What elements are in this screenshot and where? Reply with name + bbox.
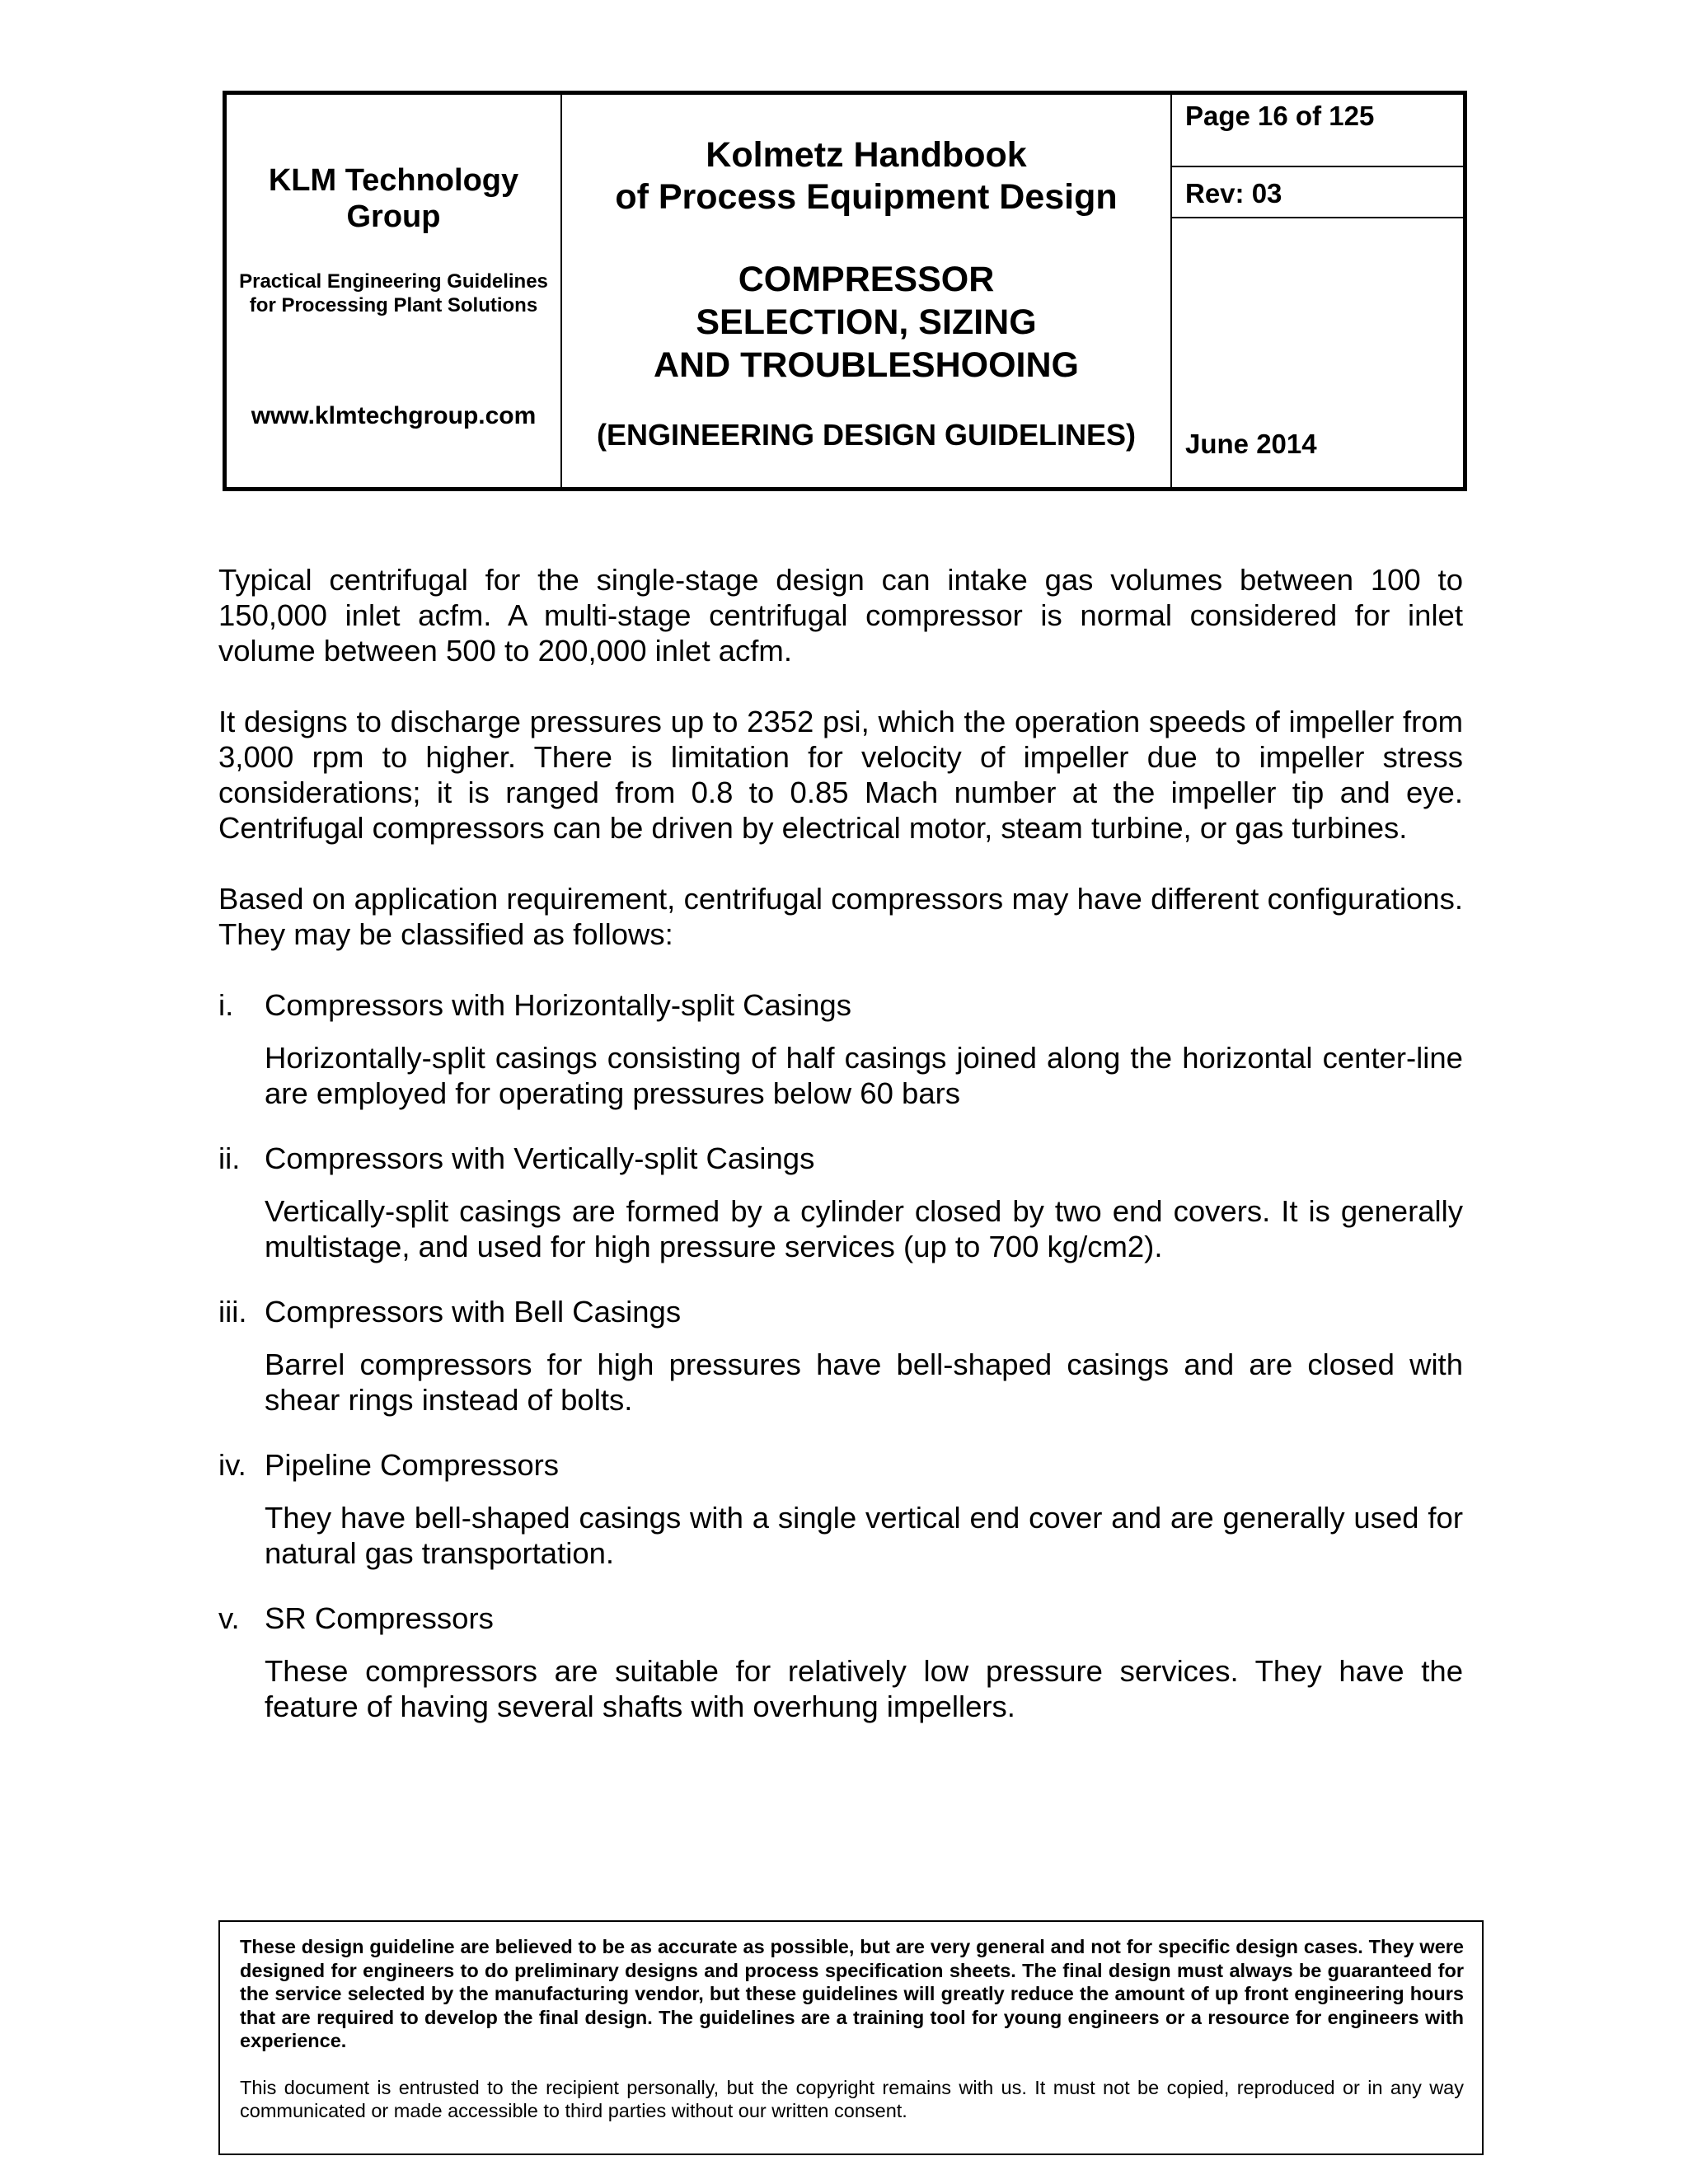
list-item-heading: Compressors with Bell Casings — [265, 1295, 682, 1329]
list-item-heading: Compressors with Vertically-split Casings — [265, 1141, 815, 1175]
list-item — [218, 987, 1463, 1111]
disclaimer-text: These design guideline are believed to be as accurate as possible, but are very general and not for specific design cases. They were designed for engineers to do preliminary designs and process specification sheets. The final design must always be guaranteed for the service selected by the manufacturing vendor, but these guidelines will greatly reduce the amount of up front engineering hours that are required to develop the final design. The guidelines are a training tool for young engineers or a resource for engineers with experience. — [240, 1936, 1464, 2051]
company-website: www.klmtechgroup.com — [251, 402, 537, 429]
list-item-heading: SR Compressors — [265, 1601, 494, 1635]
company-name: KLM Technology Group — [268, 163, 519, 234]
list-item — [218, 1601, 1463, 1724]
document-body — [218, 562, 1463, 1754]
header-title-cell — [562, 95, 1172, 487]
copyright-notice: This document is entrusted to the recipient personally, but the copyright remains with us. It must not be copied, reproduced or in any way communicated or made accessible to third parties without our written consent. — [240, 2076, 1464, 2121]
document-title-line3: AND TROUBLESHOOING — [654, 345, 1079, 385]
list-item — [218, 1141, 1463, 1264]
list-item-number: iv. — [218, 1448, 246, 1482]
list-item — [218, 1447, 1463, 1571]
document-title-line1: COMPRESSOR — [738, 260, 995, 299]
list-item-heading: Compressors with Horizontally-split Casings — [265, 988, 851, 1022]
list-item-description: These compressors are suitable for relatively low pressure services. They have the feature of having several shafts with overhung impellers. — [265, 1654, 1463, 1723]
list-item-heading: Pipeline Compressors — [265, 1448, 560, 1482]
document-date: June 2014 — [1185, 429, 1317, 459]
document-header — [223, 91, 1467, 491]
header-meta-cell — [1172, 95, 1463, 487]
body-paragraph: Typical centrifugal for the single-stage design can intake gas volumes between 100 to 150,000 inlet acfm. A multi-stage centrifugal compressor is normal considered for inlet volume between 500 to 200,000 inlet acfm. — [218, 563, 1463, 668]
header-company-cell — [227, 95, 562, 487]
list-item-number: iii. — [218, 1295, 247, 1329]
handbook-title — [562, 134, 1170, 218]
list-item-description: Barrel compressors for high pressures have bell-shaped casings and are closed with shear rings instead of bolts. — [265, 1347, 1463, 1417]
list-item-description: They have bell-shaped casings with a single vertical end cover and are generally used for natural gas transportation. — [265, 1501, 1463, 1570]
revision-cell — [1172, 167, 1463, 218]
document-title-line2: SELECTION, SIZING — [696, 302, 1037, 342]
handbook-title-line1: Kolmetz Handbook — [706, 135, 1027, 175]
document-subtitle: (ENGINEERING DESIGN GUIDELINES) — [596, 418, 1137, 452]
list-item-description: Vertically-split casings are formed by a cylinder closed by two end covers. It is generally multistage, and used for high pressure services (up to 700 kg/cm2). — [265, 1194, 1463, 1263]
company-tagline: Practical Engineering Guidelines for Processing Plant Solutions — [239, 270, 548, 316]
disclaimer-box — [218, 1920, 1484, 2155]
list-item-number: v. — [218, 1601, 240, 1635]
page-number: Page 16 of 125 — [1185, 101, 1375, 131]
date-cell — [1172, 218, 1463, 487]
body-paragraph: It designs to discharge pressures up to 2352 psi, which the operation speeds of impeller from 3,000 rpm to higher. There is limitation for velocity of impeller due to impeller stress considerations; it is ranged from 0.8 to 0.85 Mach number at the impeller tip and eye. Centrifugal compressors can be driven by electrical motor, steam turbine, or gas turbines. — [218, 705, 1463, 845]
list-item-number: ii. — [218, 1141, 241, 1175]
revision: Rev: 03 — [1185, 178, 1282, 209]
list-item — [218, 1294, 1463, 1418]
page-number-cell — [1172, 95, 1463, 167]
compressor-configuration-list — [218, 987, 1463, 1724]
body-paragraph: Based on application requirement, centrifugal compressors may have different configurations. They may be classified as follows: — [218, 882, 1463, 951]
list-item-number: i. — [218, 988, 234, 1022]
handbook-title-line2: of Process Equipment Design — [615, 177, 1118, 217]
list-item-description: Horizontally-split casings consisting of half casings joined along the horizontal center-line are employed for operating pressures below 60 bars — [265, 1041, 1463, 1110]
document-title — [562, 258, 1170, 387]
